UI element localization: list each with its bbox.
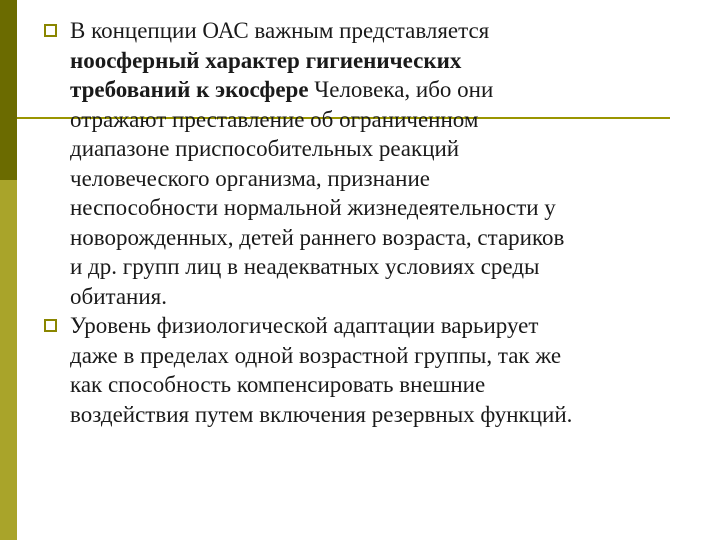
bullet-1-line-5: диапазоне приспособительных реакций xyxy=(70,136,460,161)
text-run: Человека, ибо они xyxy=(308,77,494,102)
hollow-square-bullet-icon xyxy=(44,24,57,37)
bullet-1-line-2 xyxy=(70,46,682,76)
bold-text: ноосферный характер гигиенических xyxy=(70,47,462,73)
left-accent-bar-light xyxy=(0,180,17,540)
bullet-1-line-9: и др. групп лиц в неадекватных условиях среды xyxy=(70,254,540,279)
bullet-1-line-6: человеческого организма, признание xyxy=(70,165,430,191)
bullet-item-2 xyxy=(42,311,682,429)
bullet-2-line-3: как способность компенсировать внешние xyxy=(70,372,486,397)
bullet-2-line-4: воздействия путем включения резервных функций. xyxy=(70,401,573,427)
bullet-2-line-1: Уровень физиологической адаптации варьирует xyxy=(70,313,539,338)
bullet-1-line-4: отражают преставление об ограниченном xyxy=(70,106,479,132)
hollow-square-bullet-icon xyxy=(44,319,57,332)
left-accent-bar-dark xyxy=(0,0,17,180)
bullet-1-line-10: обитания. xyxy=(70,283,167,309)
bullet-item-1 xyxy=(42,16,682,311)
bullet-1-line-7: неспособности нормальной жизнедеятельности у xyxy=(70,195,556,220)
bold-text: требований к экосфере xyxy=(70,77,309,102)
bullet-1-line-3 xyxy=(70,75,682,105)
bullet-1-line-1: В концепции ОАС важным представляется xyxy=(70,18,490,43)
slide-body xyxy=(42,16,682,429)
bullet-2-line-2: даже в пределах одной возрастной группы, так же xyxy=(70,342,562,368)
bullet-1-line-8: новорожденных, детей раннего возраста, стариков xyxy=(70,224,565,250)
